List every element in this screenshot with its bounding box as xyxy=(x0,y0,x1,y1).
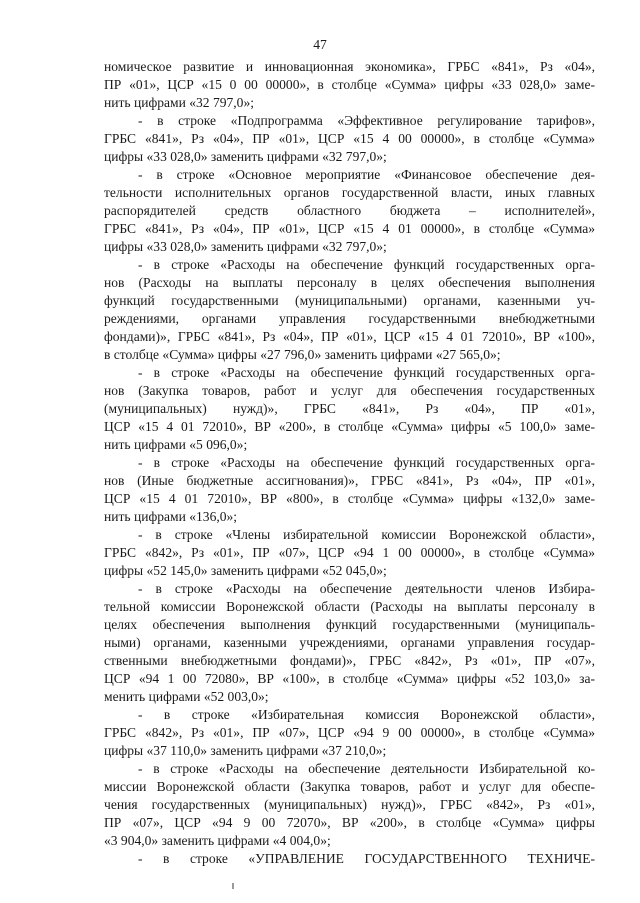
text-line: миссии Воронежской области (Закупка товаров, работ и услуг для обеспе- xyxy=(104,779,595,794)
text-line: чения государственных (муниципальных) нужд)», ГРБС «842», Рз «01», xyxy=(104,797,595,812)
text-line: ПР «07», ЦСР «94 9 00 72070», ВР «200», в столбце «Сумма» цифры xyxy=(104,815,595,830)
text-line: цифры «52 145,0» заменить цифрами «52 045,0»; xyxy=(104,563,387,578)
text-line: номическое развитие и инновационная экономика», ГРБС «841», Рз «04», xyxy=(104,59,595,74)
text-line: целях обеспечения выполнения функций государственными (муниципаль- xyxy=(104,617,595,632)
text-line: - в строке «Расходы на обеспечение функций государственных орга- xyxy=(138,257,595,272)
text-line: - в строке «Расходы на обеспечение деятельности Избирательной ко- xyxy=(138,761,595,776)
text-line: нить цифрами «32 797,0»; xyxy=(104,95,254,110)
text-line: цифры «37 110,0» заменить цифрами «37 210,0»; xyxy=(104,743,387,758)
text-line: функций государственными (муниципальными) органами, казенными уч- xyxy=(104,293,595,308)
text-line: ными) органами, казенными учреждениями, органами управления государ- xyxy=(104,635,595,650)
text-line: (муниципальных) нужд)», ГРБС «841», Рз «04», ПР «01», xyxy=(104,401,595,416)
text-line: реждениями, органами управления государственными внебюджетными xyxy=(104,311,595,326)
text-line: ЦСР «15 4 01 72010», ВР «200», в столбце «Сумма» цифры «5 100,0» заме- xyxy=(104,419,595,434)
text-line: нить цифрами «5 096,0»; xyxy=(104,437,248,452)
text-line: нить цифрами «136,0»; xyxy=(104,509,238,524)
text-line: фондами)», ГРБС «841», Рз «04», ПР «01», ЦСР «15 4 01 72010», ВР «100», xyxy=(104,329,595,344)
text-line: - в строке «Члены избирательной комиссии Воронежской области», xyxy=(138,527,595,542)
text-line: распорядителей средств областного бюджета – исполнителей», xyxy=(104,203,595,218)
text-line: ГРБС «842», Рз «01», ПР «07», ЦСР «94 9 00 00000», в столбце «Сумма» xyxy=(104,725,595,740)
text-line: нов (Расходы на выплаты персоналу в целях обеспечения выполнения xyxy=(104,275,595,290)
text-line: ЦСР «15 4 01 72010», ВР «800», в столбце «Сумма» цифры «132,0» заме- xyxy=(104,491,595,506)
text-line: - в строке «Расходы на обеспечение деятельности членов Избира- xyxy=(138,581,595,596)
text-line: ГРБС «841», Рз «04», ПР «01», ЦСР «15 4 01 00000», в столбце «Сумма» xyxy=(104,221,595,236)
text-line: в столбце «Сумма» цифры «27 796,0» заменить цифрами «27 565,0»; xyxy=(104,347,501,362)
document-body xyxy=(104,58,595,868)
text-line: цифры «33 028,0» заменить цифрами «32 797,0»; xyxy=(104,239,387,254)
text-line: нов (Закупка товаров, работ и услуг для обеспечения государственных xyxy=(104,383,595,398)
text-line: - в строке «Основное мероприятие «Финансовое обеспечение дея- xyxy=(138,167,595,182)
text-line: ГРБС «842», Рз «01», ПР «07», ЦСР «94 1 00 00000», в столбце «Сумма» xyxy=(104,545,595,560)
scan-artifact-mark xyxy=(232,883,234,889)
text-line: «3 904,0» заменить цифрами «4 004,0»; xyxy=(104,833,331,848)
text-line: менить цифрами «52 003,0»; xyxy=(104,689,269,704)
text-line: ЦСР «94 1 00 72080», ВР «100», в столбце «Сумма» цифры «52 103,0» за- xyxy=(104,671,595,686)
text-line: цифры «33 028,0» заменить цифрами «32 797,0»; xyxy=(104,149,387,164)
text-line: ГРБС «841», Рз «04», ПР «01», ЦСР «15 4 00 00000», в столбце «Сумма» xyxy=(104,131,595,146)
text-line: - в строке «УПРАВЛЕНИЕ ГОСУДАРСТВЕННОГО ТЕХНИЧЕ- xyxy=(138,851,595,866)
text-line: тельной комиссии Воронежской области (Расходы на выплаты персоналу в xyxy=(104,599,595,614)
text-line: - в строке «Расходы на обеспечение функций государственных орга- xyxy=(138,455,595,470)
text-line: - в строке «Расходы на обеспечение функций государственных орга- xyxy=(138,365,595,380)
text-line: нов (Иные бюджетные ассигнования)», ГРБС «841», Рз «04», ПР «01», xyxy=(104,473,595,488)
text-line: - в строке «Избирательная комиссия Воронежской области», xyxy=(138,707,595,722)
text-line: - в строке «Подпрограмма «Эффективное регулирование тарифов», xyxy=(138,113,595,128)
text-line: ственными внебюджетными фондами)», ГРБС «842», Рз «01», ПР «07», xyxy=(104,653,595,668)
text-line: ПР «01», ЦСР «15 0 00 00000», в столбце «Сумма» цифры «33 028,0» заме- xyxy=(104,77,595,92)
text-line: тельности исполнительных органов государственной власти, иных главных xyxy=(104,185,595,200)
page-number: 47 xyxy=(313,37,327,52)
